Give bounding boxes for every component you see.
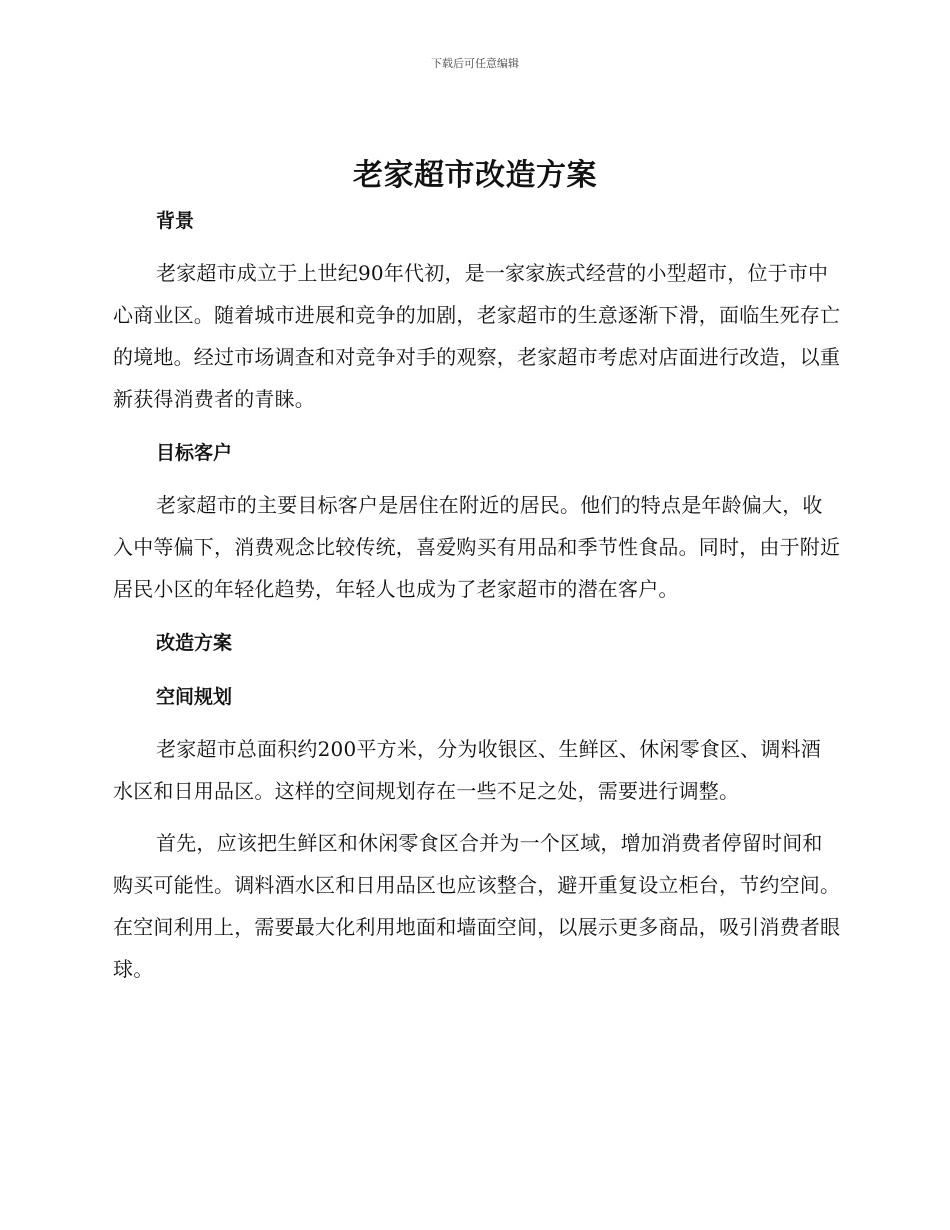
paragraph-space-planning-2: 首先，应该把生鲜区和休闲零食区合并为一个区域，增加消费者停留时间和购买可能性。调料酒水区和日用品区也应该整合，避开重复设立柜台，节约空间。在空间利用上，需要最大化利用地面和墙面空间，以展示更多商品，吸引消费者眼球。 [113,831,841,981]
section-heading-target-customers: 目标客户 [156,442,233,464]
paragraph-space-planning-1: 老家超市总面积约200平方米，分为收银区、生鲜区、休闲零食区、调料酒水区和日用品区。这样的空间规划存在一些不足之处，需要进行调整。 [113,737,821,803]
paragraph-background: 老家超市成立于上世纪90年代初，是一家家族式经营的小型超市，位于市中心商业区。随着城市进展和竞争的加剧，老家超市的生意逐渐下滑，面临生死存亡的境地。经过市场调查和对竞争对手的观察，老家超市考虑对店面进行改造，以重新获得消费者的青睐。 [113,261,841,411]
document-title: 老家超市改造方案 [353,158,597,193]
header-note: 下载后可任意编辑 [431,57,519,70]
section-heading-renovation-plan: 改造方案 [156,632,233,654]
section-heading-background: 背景 [156,210,195,232]
section-heading-space-planning: 空间规划 [156,686,233,708]
document-body [113,200,841,990]
paragraph-target-customers: 老家超市的主要目标客户是居住在附近的居民。他们的特点是年龄偏大，收入中等偏下，消费观念比较传统，喜爱购买有用品和季节性食品。同时，由于附近居民小区的年轻化趋势，年轻人也成为了老家超市的潜在客户。 [113,493,841,601]
